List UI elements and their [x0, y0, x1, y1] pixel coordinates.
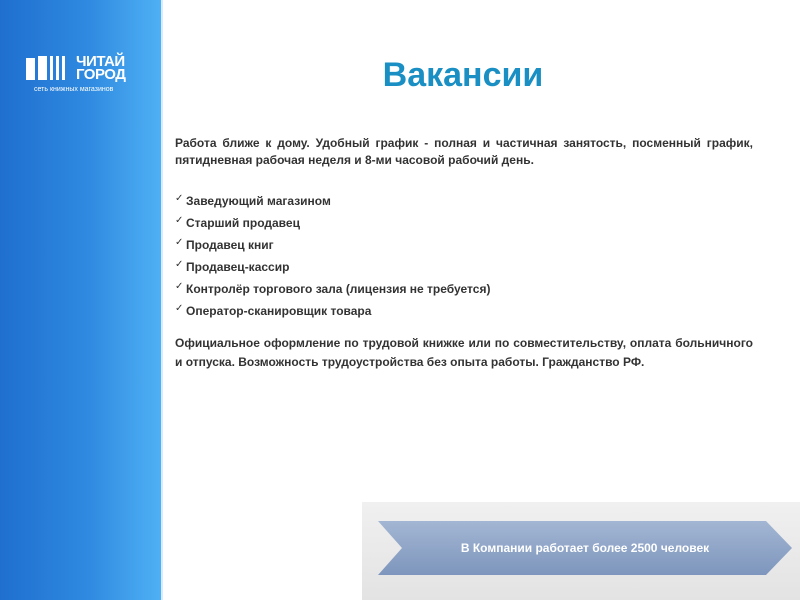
- logo-line1: ЧИТАЙ: [76, 53, 125, 70]
- job-item: [175, 215, 753, 237]
- job-title: Оператор-сканировщик товара: [186, 304, 372, 318]
- logo: [26, 54, 146, 93]
- job-item: [175, 237, 753, 259]
- books-logo-icon: [26, 54, 74, 82]
- banner-arrow: [378, 521, 792, 575]
- check-icon: ✓: [175, 237, 184, 248]
- logo-line2: ГОРОД: [76, 66, 126, 83]
- check-icon: ✓: [175, 303, 184, 314]
- job-title: Продавец-кассир: [186, 260, 290, 274]
- intro-paragraph: Работа ближе к дому. Удобный график - полная и частичная занятость, посменный график, пятидневная рабочая неделя и 8-ми часовой рабочий день.: [175, 136, 753, 167]
- job-item: [175, 193, 753, 215]
- job-title: Продавец книг: [186, 238, 274, 252]
- vacancy-content: [175, 135, 753, 372]
- job-item: [175, 303, 753, 325]
- conditions-paragraph: Официальное оформление по трудовой книжке или по совместительству, оплата больничного и отпуска. Возможность трудоустройства без опыта работы. Гражданство РФ.: [175, 336, 753, 369]
- banner-text: В Компании работает более 2500 человек: [460, 541, 710, 555]
- logo-mark: [26, 54, 146, 82]
- sidebar-panel: [0, 0, 161, 600]
- job-title: Старший продавец: [186, 216, 300, 230]
- check-icon: ✓: [175, 281, 184, 292]
- logo-tagline: сеть книжных магазинов: [34, 86, 114, 93]
- check-icon: ✓: [175, 215, 184, 226]
- job-title: Заведующий магазином: [186, 194, 331, 208]
- job-item: [175, 259, 753, 281]
- check-icon: ✓: [175, 259, 184, 270]
- page-title: Вакансии: [382, 56, 544, 94]
- job-title: Контролёр торгового зала (лицензия не требуется): [186, 282, 491, 296]
- check-icon: ✓: [175, 193, 184, 204]
- job-item: [175, 281, 753, 303]
- job-list: [175, 193, 753, 325]
- logo-wordmark: [76, 55, 125, 81]
